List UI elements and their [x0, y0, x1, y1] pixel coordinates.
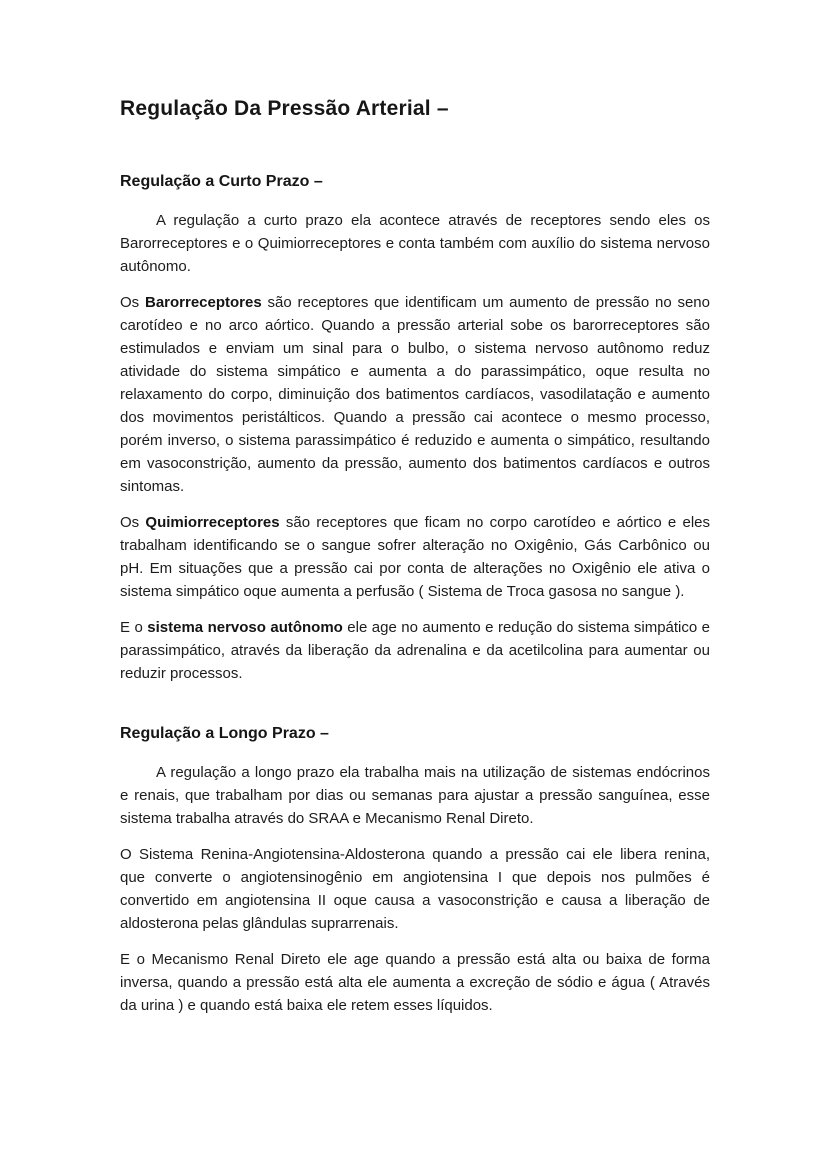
paragraph-text: A regulação a curto prazo ela acontece através de receptores sendo eles os Barorreceptores e o Quimiorreceptores e conta também com auxílio do sistema nervoso autônomo.: [120, 212, 710, 275]
paragraph-text: Os: [120, 514, 146, 531]
paragraph-text: ele age no aumento e redução do sistema simpático e parassimpático, através da liberação da adrenalina e da acetilcolina para aumentar ou reduzir processos.: [120, 619, 711, 682]
section-heading-longo-prazo: Regulação a Longo Prazo –: [120, 725, 329, 742]
bold-term-sistema-nervoso-autonomo: sistema nervoso autônomo: [147, 619, 343, 636]
paragraph-quimiorreceptores: [120, 511, 710, 603]
paragraph-text: A regulação a longo prazo ela trabalha mais na utilização de sistemas endócrinos e renais, que trabalham por dias ou semanas para ajustar a pressão sanguínea, esse sistema trabalha através do SRAA e Mecanismo Renal Direto.: [120, 764, 710, 827]
paragraph-longo-intro: [120, 761, 710, 830]
bold-term-barorreceptores: Barorreceptores: [144, 294, 262, 311]
paragraph-text: E o Mecanismo Renal Direto ele age quando a pressão está alta ou baixa de forma inversa, quando a pressão está alta ele aumenta a excreção de sódio e água ( Através da urina ) e quando está baixa ele retem esses líquidos.: [120, 951, 710, 1014]
paragraph-curto-intro: [120, 209, 710, 278]
paragraph-text: Os: [120, 294, 145, 311]
paragraph-sraa: [120, 843, 710, 935]
paragraph-sistema-nervoso: [120, 616, 710, 685]
document-title-text: Regulação Da Pressão Arterial –: [120, 97, 449, 120]
paragraph-text: são receptores que ficam no corpo carotídeo e aórtico e eles trabalham identificando se o sangue sofrer alteração no Oxigênio, Gás Carbônico ou pH. Em situações que a pressão cai por conta de alterações no Oxigênio ele ativa o sistema simpático oque aumenta a perfusão ( Sistema de Troca gasosa no sangue ).: [120, 514, 711, 600]
paragraph-mecanismo-renal: [120, 948, 710, 1017]
section-heading-curto-prazo: Regulação a Curto Prazo –: [120, 173, 323, 190]
section-longo-prazo: [120, 725, 710, 1017]
paragraph-text: são receptores que identificam um aumento de pressão no seno carotídeo e no arco aórtico. Quando a pressão arterial sobe os barorreceptores são estimulados e enviam um sinal para o bulbo, o sistema nervoso autônomo reduz atividade do sistema simpático e aumenta a do parassimpático, oque resulta no relaxamento do corpo, diminuição dos batimentos cardíacos, vasodilatação e aumento dos movimentos peristálticos. Quando a pressão cai acontece o mesmo processo, porém inverso, o sistema parassimpático é reduzido e aumenta o simpático, resultando em vasoconstrição, aumento da pressão, aumento dos batimentos cardíacos e outros sintomas.: [120, 294, 710, 495]
paragraph-text: O Sistema Renina-Angiotensina-Aldosterona quando a pressão cai ele libera renina, que converte o angiotensinogênio em angiotensina I que depois nos pulmões é convertido em angiotensina II oque causa a vasoconstrição e causa a liberação de aldosterona pelas glândulas suprarrenais.: [120, 846, 710, 932]
paragraph-text: E o: [120, 619, 148, 636]
bold-term-quimiorreceptores: Quimiorreceptores: [145, 514, 280, 531]
section-curto-prazo: [120, 173, 710, 685]
document-title: [120, 97, 710, 121]
paragraph-barorreceptores: [120, 291, 710, 498]
